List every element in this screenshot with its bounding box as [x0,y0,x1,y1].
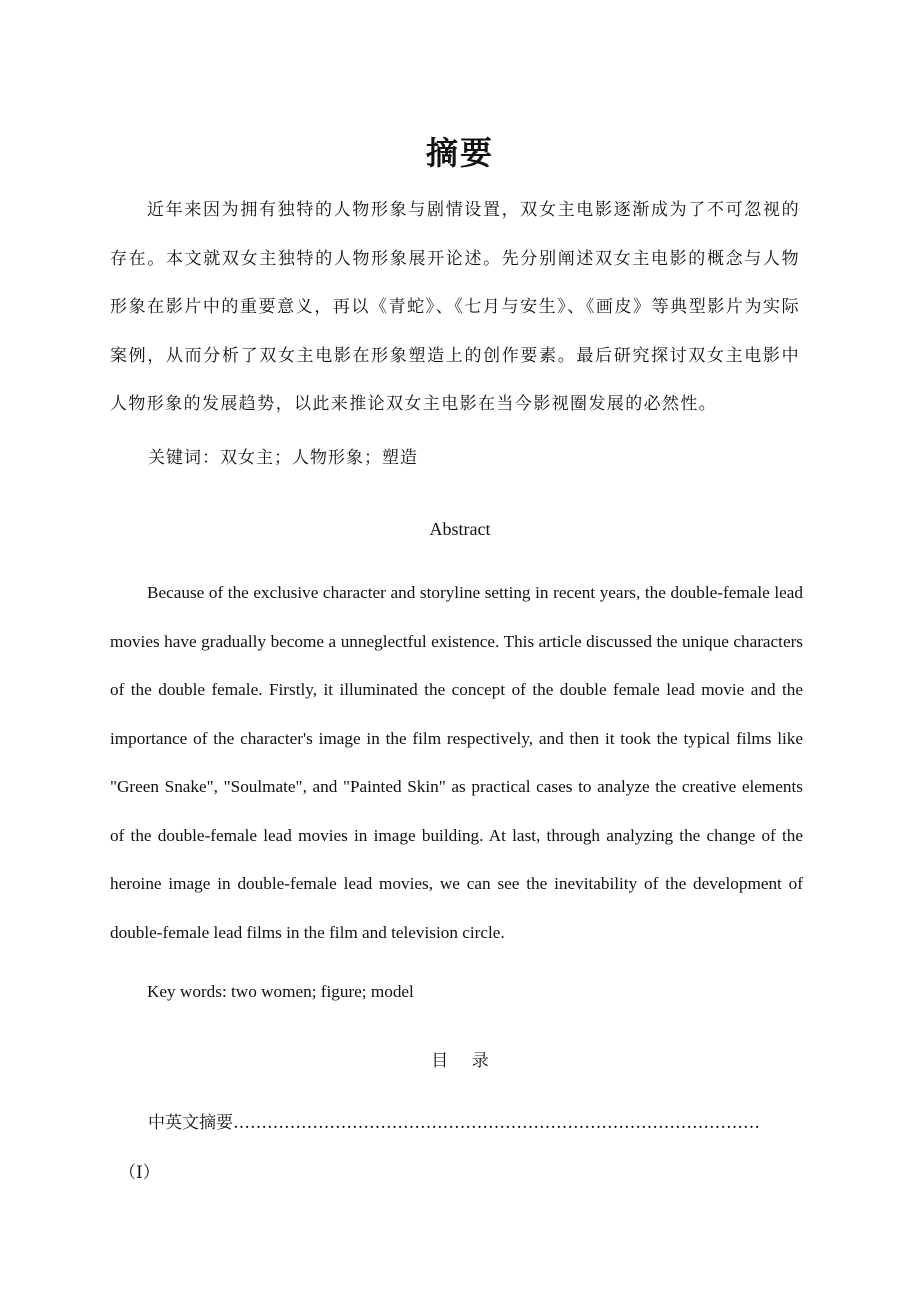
keywords-cn: 关键词：双女主；人物形象；塑造 [148,448,418,468]
toc-title: 目 录 [431,1051,489,1071]
abstract-title-cn: 摘要 [425,134,494,172]
abstract-title-en: Abstract [429,519,491,539]
keywords-en: Key words: two women; figure; model [147,982,414,1001]
toc-entry-page: （I） [119,1163,160,1183]
toc-entry-label: 中英文摘要 [148,1113,233,1133]
toc-entry[interactable] [148,1108,798,1133]
toc-entry-leader: ………………………………………………………………………………… [233,1113,760,1133]
abstract-body-cn: 近年来因为拥有独特的人物形象与剧情设置，双女主电影逐渐成为了不可忽视的存在。本文就双女主独特的人物形象展开论述。先分别阐述双女主电影的概念与人物形象在影片中的重要意义，再以《青蛇》、《七月与安生》、《画皮》等典型影片为实际案例，从而分析了双女主电影在形象塑造上的创作要素。最后研究探讨双女主电影中人物形象的发展趋势，以此来推论双女主电影在当今影视圈发展的必然性。 [110,200,800,414]
abstract-body-en: Because of the exclusive character and storyline setting in recent years, the double-female lead movies have gradually become a unneglectful existence. This article discussed the unique characters of the double female. Firstly, it illuminated the concept of the double female lead movie and the importance of the character's image in the film respectively, and then it took the typical films like "Green Snake", "Soulmate", and "Painted Skin" as practical cases to analyze the creative elements of the double-female lead movies in image building. At last, through analyzing the change of the heroine image in double-female lead movies, we can see the inevitability of the development of double-female lead films in the film and television circle. [110,583,803,942]
